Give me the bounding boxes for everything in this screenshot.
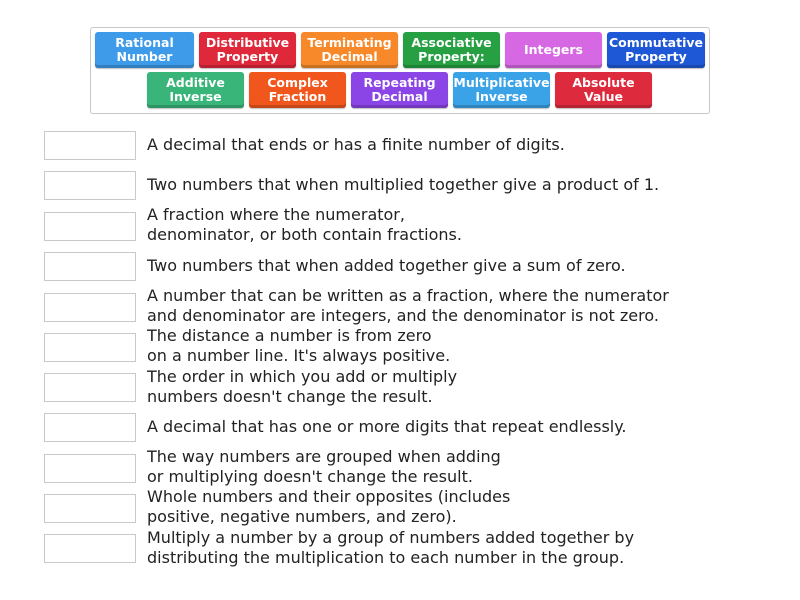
answer-box[interactable]	[44, 494, 136, 523]
tile-distributive-property[interactable]: Distributive Property	[199, 32, 296, 68]
tile-commutative-property[interactable]: Commutative Property	[607, 32, 705, 68]
answer-box[interactable]	[44, 171, 136, 200]
definition-text: A fraction where the numerator, denominator, or both contain fractions.	[147, 205, 462, 244]
answer-box[interactable]	[44, 252, 136, 281]
answer-box[interactable]	[44, 534, 136, 563]
tile-complex-fraction[interactable]: Complex Fraction	[249, 72, 346, 108]
definition-text: A decimal that ends or has a finite number of digits.	[147, 135, 565, 154]
answer-box[interactable]	[44, 333, 136, 362]
definition-text: Whole numbers and their opposites (includes positive, negative numbers, and zero).	[147, 487, 511, 526]
tile-integers[interactable]: Integers	[505, 32, 602, 68]
answer-box[interactable]	[44, 131, 136, 160]
answer-box[interactable]	[44, 413, 136, 442]
answer-box[interactable]	[44, 454, 136, 483]
tile-rational-number[interactable]: Rational Number	[95, 32, 194, 68]
definition-text: Multiply a number by a group of numbers added together by distributing the multiplication to each number in the group.	[147, 528, 635, 567]
word-bank	[90, 27, 710, 114]
definition-text: The way numbers are grouped when adding or multiplying doesn't change the result.	[147, 447, 501, 486]
tile-associative-property[interactable]: Associative Property:	[403, 32, 500, 68]
definition-text: The distance a number is from zero on a number line. It's always positive.	[147, 326, 451, 365]
tile-multiplicative-inverse[interactable]: Multiplicative Inverse	[453, 72, 550, 108]
tile-terminating-decimal[interactable]: Terminating Decimal	[301, 32, 398, 68]
answer-box[interactable]	[44, 373, 136, 402]
definition-text: A decimal that has one or more digits that repeat endlessly.	[147, 417, 627, 436]
definition-text: A number that can be written as a fraction, where the numerator and denominator are integers, and the denominator is not zero.	[147, 286, 669, 325]
tile-additive-inverse[interactable]: Additive Inverse	[147, 72, 244, 108]
definition-text: The order in which you add or multiply numbers doesn't change the result.	[147, 367, 458, 406]
definition-text: Two numbers that when multiplied together give a product of 1.	[147, 175, 660, 194]
definition-text: Two numbers that when added together give a sum of zero.	[147, 256, 626, 275]
answer-box[interactable]	[44, 293, 136, 322]
tile-repeating-decimal[interactable]: Repeating Decimal	[351, 72, 448, 108]
tile-absolute-value[interactable]: Absolute Value	[555, 72, 652, 108]
answer-box[interactable]	[44, 212, 136, 241]
